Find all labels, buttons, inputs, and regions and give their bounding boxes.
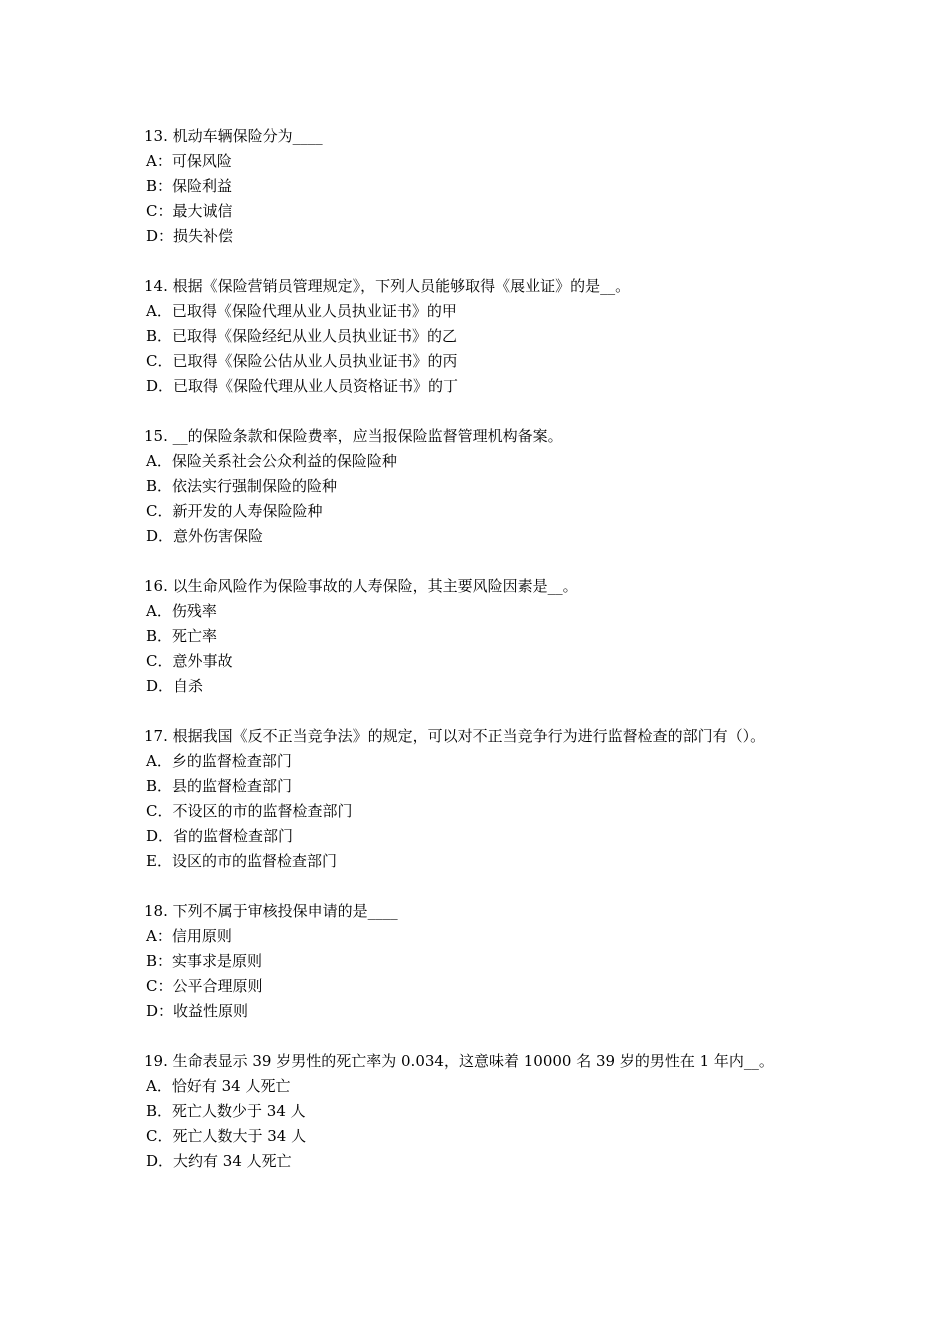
option-c: C．意外事故 — [146, 652, 233, 670]
option-c: C．已取得《保险公估从业人员执业证书》的丙 — [146, 352, 458, 370]
question-stem: 18. 下列不属于审核投保申请的是____ — [144, 902, 398, 920]
option-d: D：收益性原则 — [146, 1002, 249, 1020]
option-a: A．乡的监督检查部门 — [146, 752, 292, 770]
option-c: C：最大诚信 — [146, 202, 233, 220]
option-d: D．意外伤害保险 — [146, 527, 264, 545]
option-c: C．死亡人数大于 34 人 — [146, 1127, 307, 1145]
question-18 — [144, 899, 824, 1024]
option-b: B：保险利益 — [146, 177, 233, 195]
option-a: A．保险关系社会公众利益的保险险种 — [146, 452, 397, 470]
question-stem: 13. 机动车辆保险分为____ — [144, 127, 323, 145]
option-c: C．新开发的人寿保险险种 — [146, 502, 323, 520]
option-d: D：损失补偿 — [146, 227, 234, 245]
question-list — [144, 124, 824, 1199]
option-c: C：公平合理原则 — [146, 977, 263, 995]
option-a: A：信用原则 — [146, 927, 232, 945]
option-c: C．不设区的市的监督检查部门 — [146, 802, 353, 820]
question-13 — [144, 124, 824, 249]
option-a: A．已取得《保险代理从业人员执业证书》的甲 — [146, 302, 457, 320]
option-b: B．已取得《保险经纪从业人员执业证书》的乙 — [146, 327, 458, 345]
option-a: A．伤残率 — [146, 602, 217, 620]
option-b: B：实事求是原则 — [146, 952, 263, 970]
option-d: D．自杀 — [146, 677, 204, 695]
option-d: D．大约有 34 人死亡 — [146, 1152, 292, 1170]
option-d: D．已取得《保险代理从业人员资格证书》的丁 — [146, 377, 459, 395]
question-stem: 15. __的保险条款和保险费率，应当报保险监督管理机构备案。 — [144, 427, 563, 445]
question-stem: 17. 根据我国《反不正当竞争法》的规定，可以对不正当竞争行为进行监督检查的部门有（）。 — [144, 727, 766, 745]
question-stem: 14. 根据《保险营销员管理规定》，下列人员能够取得《展业证》的是__。 — [144, 277, 631, 295]
option-b: B．县的监督检查部门 — [146, 777, 293, 795]
option-d: D．省的监督检查部门 — [146, 827, 294, 845]
option-b: B．死亡率 — [146, 627, 218, 645]
question-stem: 19. 生命表显示 39 岁男性的死亡率为 0.034，这意味着 10000 名 39 岁的男性在 1 年内__。 — [144, 1052, 774, 1070]
question-16 — [144, 574, 824, 699]
question-15 — [144, 424, 824, 549]
option-e: E．设区的市的监督检查部门 — [146, 852, 337, 870]
question-stem: 16. 以生命风险作为保险事故的人寿保险，其主要风险因素是__。 — [144, 577, 578, 595]
question-17 — [144, 724, 824, 874]
option-a: A．恰好有 34 人死亡 — [146, 1077, 291, 1095]
option-b: B．死亡人数少于 34 人 — [146, 1102, 306, 1120]
question-19 — [144, 1049, 824, 1174]
option-b: B．依法实行强制保险的险种 — [146, 477, 338, 495]
question-14 — [144, 274, 824, 399]
option-a: A：可保风险 — [146, 152, 232, 170]
